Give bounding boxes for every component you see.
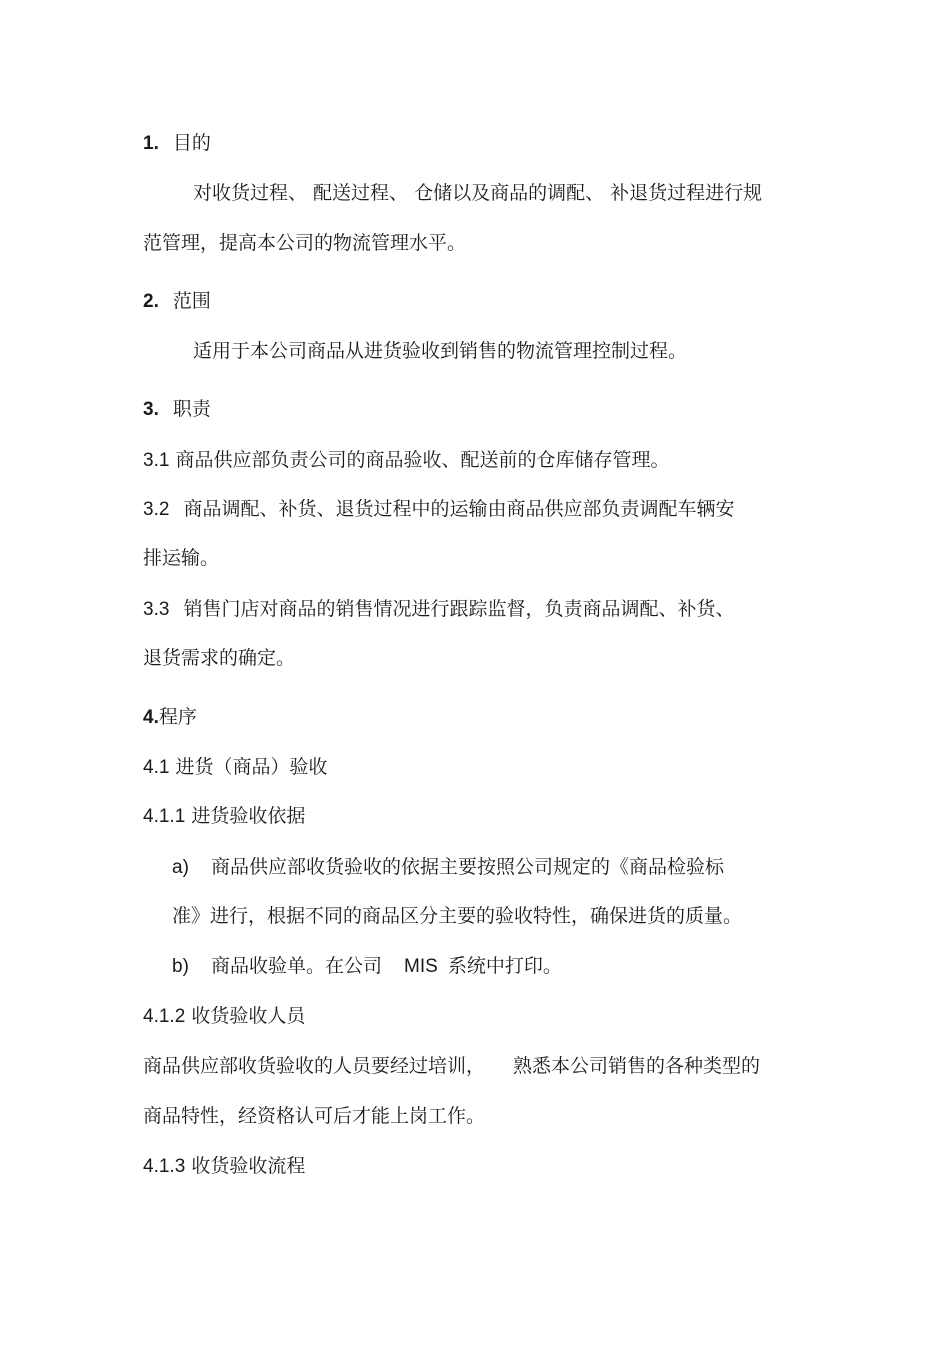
paragraph-line: 范管理，提高本公司的物流管理水平。 [143,232,467,254]
paragraph-line: 排运输。 [143,547,220,569]
paragraph-line [143,1054,760,1078]
list-item-label: b) [172,956,189,977]
section-title: 程序 [158,706,197,728]
subsection-number: 4.1.1 [143,806,186,827]
section-title: 范围 [172,290,211,312]
subsection-3-2 [143,497,734,522]
section-number: 4. [143,707,159,728]
subsection-number: 3.3 [143,599,170,620]
subsection-text: 收货验收流程 [191,1155,306,1177]
section-number: 2. [143,291,159,312]
subsection-number: 4.1 [143,757,170,778]
list-item-text: 系统中打印。 [447,955,562,977]
subsection-4-1-3 [143,1154,305,1179]
paragraph-line: 退货需求的确定。 [143,647,296,669]
list-item-a [172,855,724,880]
section-number: 3. [143,399,159,420]
subsection-text: 进货（商品）验收 [175,756,328,778]
section-2-heading [143,289,211,314]
section-number: 1. [143,133,159,154]
section-1-heading [143,131,211,156]
subsection-text: 销售门店对商品的销售情况进行跟踪监督，负责商品调配、补货、 [183,598,735,620]
subsection-4-1 [143,755,327,780]
list-item-text: 商品供应部收货验收的依据主要按照公司规定的《商品检验标 [210,856,724,878]
subsection-text: 进货验收依据 [191,805,306,827]
list-item-text: 商品收验单。在公司 [210,955,382,977]
subsection-number: 3.2 [143,499,170,520]
list-item-label: a) [172,857,189,878]
section-4-heading [143,705,197,730]
paragraph-line: 商品特性，经资格认可后才能上岗工作。 [143,1105,486,1127]
paragraph-line: 适用于本公司商品从进货验收到销售的物流管理控制过程。 [193,340,688,362]
section-3-heading [143,397,211,422]
section-title: 职责 [172,398,211,420]
subsection-4-1-1 [143,804,305,829]
paragraph-text: 熟悉本公司销售的各种类型的 [513,1055,761,1077]
paragraph-line: 对收货过程、 配送过程、 仓储以及商品的调配、 补退货过程进行规 [193,182,763,204]
subsection-number: 4.1.2 [143,1006,186,1027]
section-title: 目的 [172,132,211,154]
subsection-number: 4.1.3 [143,1156,186,1177]
mis-label: MIS [404,956,438,977]
list-item-b [172,954,562,979]
subsection-3-1 [143,448,669,473]
paragraph-text: 商品供应部收货验收的人员要经过培训， [143,1055,486,1077]
subsection-4-1-2 [143,1004,305,1029]
paragraph-line: 准》进行，根据不同的商品区分主要的验收特性，确保进货的质量。 [172,905,743,927]
subsection-number: 3.1 [143,450,170,471]
subsection-text: 收货验收人员 [191,1005,306,1027]
subsection-3-3 [143,597,734,622]
subsection-text: 商品调配、补货、退货过程中的运输由商品供应部负责调配车辆安 [183,498,735,520]
subsection-text: 商品供应部负责公司的商品验收、配送前的仓库储存管理。 [175,449,670,471]
